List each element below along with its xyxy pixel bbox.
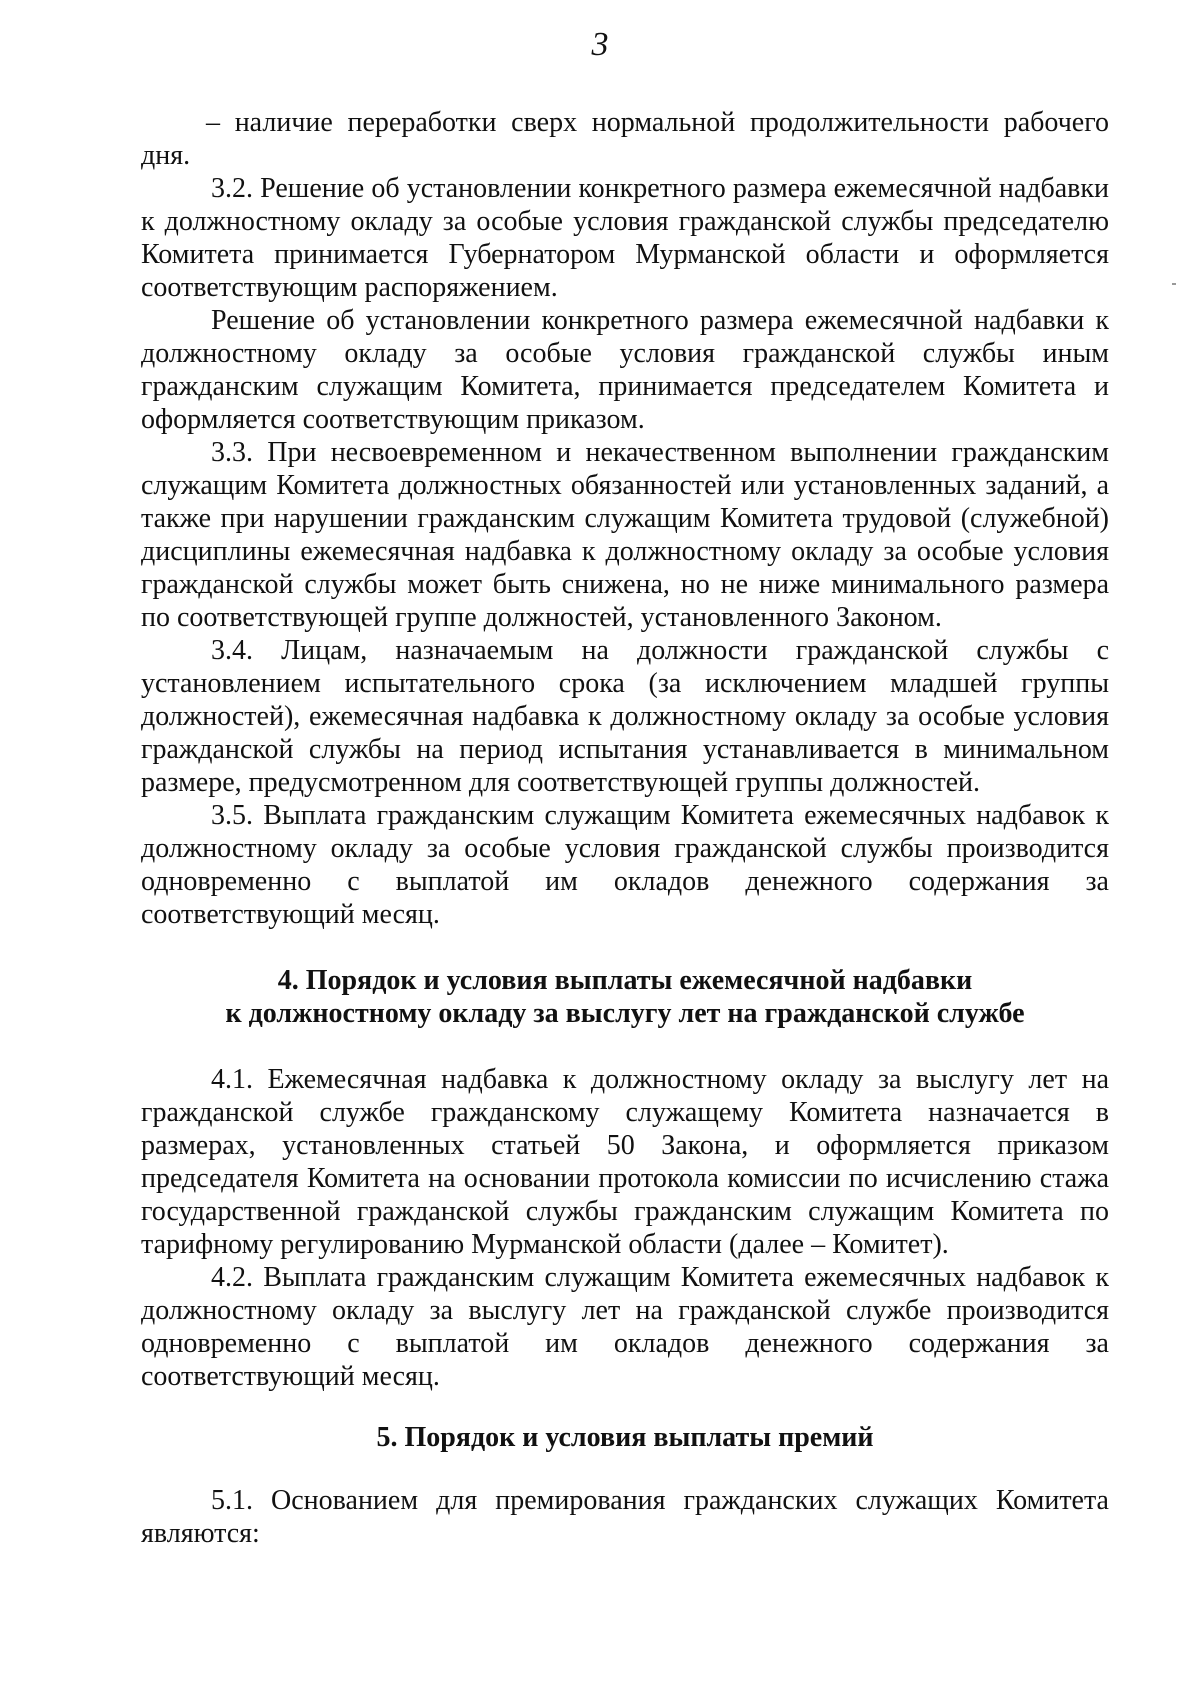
page-number: 3	[591, 26, 609, 63]
paragraph-3-4: 3.4. Лицам, назначаемым на должности гражданской службы с установлением испытательного срока (за исключением младшей группы должностей), ежемесячная надбавка к должностному окладу за особые условия гражданской службы на период испытания устанавливается в минимальном размере, предусмотренном для соответствующей группы должностей.	[141, 635, 1109, 798]
document-body	[141, 106, 1109, 1550]
section-4-heading-line1: 4. Порядок и условия выплаты ежемесячной надбавки	[277, 965, 973, 996]
paragraph-3-3: 3.3. При несвоевременном и некачественном выполнении гражданским служащим Комитета должностных обязанностей или установленных заданий, а также при нарушении гражданским служащим Комитета трудовой (служебной) дисциплины ежемесячная надбавка к должностному окладу за особые условия гражданской службы может быть снижена, но не ниже минимального размера по соответствующей группе должностей, установленного Законом.	[141, 437, 1109, 633]
paragraph-4-2: 4.2. Выплата гражданским служащим Комитета ежемесячных надбавок к должностному окладу за выслугу лет на гражданской службе производится одновременно с выплатой им окладов денежного содержания за соответствующий месяц.	[141, 1262, 1109, 1392]
section-4-heading-line2: к должностному окладу за выслугу лет на гражданской службе	[225, 998, 1025, 1029]
list-item-dash: – наличие переработки сверх нормальной продолжительности рабочего дня.	[141, 107, 1109, 171]
paragraph-3-5: 3.5. Выплата гражданским служащим Комитета ежемесячных надбавок к должностному окладу за особые условия гражданской службы производится одновременно с выплатой им окладов денежного содержания за соответствующий месяц.	[141, 800, 1109, 930]
paragraph-3-2-continued: Решение об установлении конкретного размера ежемесячной надбавки к должностному окладу за особые условия гражданской службы иным гражданским служащим Комитета, принимается председателем Комитета и оформляется соответствующим приказом.	[141, 305, 1109, 435]
paragraph-3-2: 3.2. Решение об установлении конкретного размера ежемесячной надбавки к должностному окладу за особые условия гражданской службы председателю Комитета принимается Губернатором Мурманской области и оформляется соответствующим распоряжением.	[141, 173, 1109, 303]
margin-mark	[1172, 283, 1176, 285]
section-4-heading	[141, 964, 1109, 1030]
section-5-heading-text: 5. Порядок и условия выплаты премий	[376, 1422, 874, 1453]
paragraph-4-1: 4.1. Ежемесячная надбавка к должностному окладу за выслугу лет на гражданской службе гражданскому служащему Комитета назначается в размерах, установленных статьей 50 Закона, и оформляется приказом председателя Комитета на основании протокола комиссии по исчислению стажа государственной гражданской службы гражданским служащим Комитета по тарифному регулированию Мурманской области (далее – Комитет).	[141, 1064, 1109, 1260]
section-5-heading	[141, 1421, 1109, 1454]
paragraph-5-1: 5.1. Основанием для премирования гражданских служащих Комитета являются:	[141, 1485, 1109, 1549]
